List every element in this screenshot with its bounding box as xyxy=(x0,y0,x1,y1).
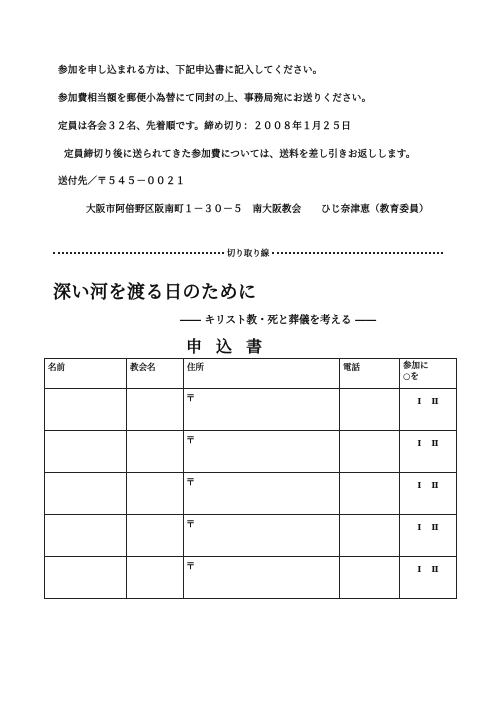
participation-cell xyxy=(400,557,457,599)
option-session-1[interactable]: Ⅰ xyxy=(417,397,422,407)
postal-mark: 〒 xyxy=(186,562,196,572)
col-church-header: 教会名 xyxy=(127,359,184,389)
instruction-line-3: 定員は各会３２名、先着順です。締め切り：２００８年１月２５日 xyxy=(58,121,352,132)
option-session-2[interactable]: Ⅱ xyxy=(431,481,439,491)
name-cell[interactable] xyxy=(45,473,127,515)
table-row xyxy=(45,473,457,515)
postal-mark: 〒 xyxy=(186,478,196,488)
table-header-row xyxy=(45,359,457,389)
option-session-1[interactable]: Ⅰ xyxy=(417,565,422,575)
phone-cell[interactable] xyxy=(340,557,400,599)
participation-options xyxy=(400,515,456,533)
address-cell[interactable] xyxy=(184,473,340,515)
church-cell[interactable] xyxy=(127,557,184,599)
cut-line xyxy=(53,246,443,260)
address-label: 送付先／〒５４５－００２１ xyxy=(58,176,186,187)
church-cell[interactable] xyxy=(127,473,184,515)
participation-options xyxy=(400,389,456,407)
name-cell[interactable] xyxy=(45,431,127,473)
address-cell[interactable] xyxy=(184,389,340,431)
church-cell[interactable] xyxy=(127,389,184,431)
event-subtitle: ―― キリスト教・死と葬儀を考える ―― xyxy=(180,314,377,326)
postal-mark: 〒 xyxy=(186,394,196,404)
phone-cell[interactable] xyxy=(340,515,400,557)
cut-line-dots-right xyxy=(272,252,443,254)
table-row xyxy=(45,515,457,557)
address-cell[interactable] xyxy=(184,431,340,473)
participation-options xyxy=(400,431,456,449)
instruction-line-2: 参加費相当額を郵便小為替にて同封の上、事務局宛にお送りください。 xyxy=(58,93,372,104)
col-phone-header: 電話 xyxy=(340,359,400,389)
address-cell[interactable] xyxy=(184,557,340,599)
option-session-1[interactable]: Ⅰ xyxy=(417,523,422,533)
name-cell[interactable] xyxy=(45,389,127,431)
name-cell[interactable] xyxy=(45,557,127,599)
address-detail: 大阪市阿倍野区阪南町１－３０－５ 南大阪教会 ひじ奈津恵（教育委員） xyxy=(86,204,429,215)
cut-line-dots-left xyxy=(53,252,224,254)
option-session-2[interactable]: Ⅱ xyxy=(431,523,439,533)
phone-cell[interactable] xyxy=(340,389,400,431)
participation-options xyxy=(400,557,456,575)
option-session-2[interactable]: Ⅱ xyxy=(431,565,439,575)
participation-options xyxy=(400,473,456,491)
application-table xyxy=(44,358,457,599)
table-row xyxy=(45,557,457,599)
name-cell[interactable] xyxy=(45,515,127,557)
col-name-header: 名前 xyxy=(45,359,127,389)
option-session-2[interactable]: Ⅱ xyxy=(431,439,439,449)
event-title: 深い河を渡る日のために xyxy=(53,282,257,303)
participation-cell xyxy=(400,515,457,557)
address-cell[interactable] xyxy=(184,515,340,557)
participation-cell xyxy=(400,473,457,515)
option-session-1[interactable]: Ⅰ xyxy=(417,439,422,449)
col-participation-header: 参加に ○を xyxy=(400,359,457,389)
participation-cell xyxy=(400,389,457,431)
option-session-2[interactable]: Ⅱ xyxy=(431,397,439,407)
church-cell[interactable] xyxy=(127,515,184,557)
participation-cell xyxy=(400,431,457,473)
cut-line-label: 切り取り線 xyxy=(226,249,270,259)
table-row xyxy=(45,431,457,473)
postal-mark: 〒 xyxy=(186,436,196,446)
phone-cell[interactable] xyxy=(340,473,400,515)
instruction-line-4: 定員締切り後に送られてきた参加費については、送料を差し引きお返しします。 xyxy=(64,149,416,160)
phone-cell[interactable] xyxy=(340,431,400,473)
col-address-header: 住所 xyxy=(184,359,340,389)
table-row xyxy=(45,389,457,431)
form-heading: 申込書 xyxy=(186,337,277,356)
instruction-line-1: 参加を申し込まれる方は、下記申込書に記入してください。 xyxy=(58,65,323,76)
church-cell[interactable] xyxy=(127,431,184,473)
postal-mark: 〒 xyxy=(186,520,196,530)
option-session-1[interactable]: Ⅰ xyxy=(417,481,422,491)
